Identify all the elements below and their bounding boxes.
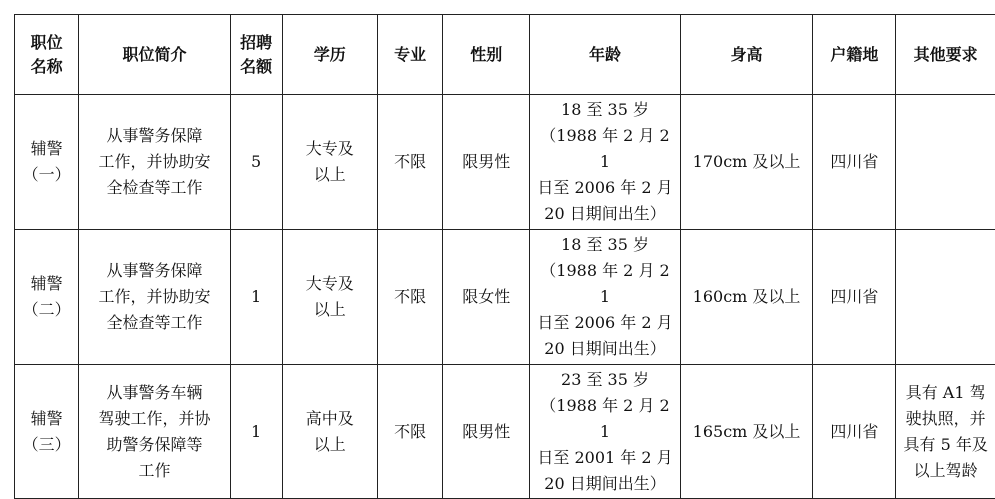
cell-education: 高中及 以上 bbox=[282, 365, 377, 499]
cell-gender: 限男性 bbox=[443, 365, 530, 499]
cell-quota: 1 bbox=[230, 365, 282, 499]
header-position-desc: 职位简介 bbox=[79, 15, 230, 95]
header-position-name: 职位 名称 bbox=[15, 15, 79, 95]
cell-major: 不限 bbox=[377, 230, 442, 365]
cell-age: 23 至 35 岁 （1988 年 2 月 21 日至 2001 年 2 月 20 日期间出生） bbox=[530, 365, 680, 499]
cell-age: 18 至 35 岁 （1988 年 2 月 21 日至 2006 年 2 月 20 日期间出生） bbox=[530, 230, 680, 365]
cell-gender: 限女性 bbox=[443, 230, 530, 365]
header-age: 年龄 bbox=[530, 15, 680, 95]
table-row bbox=[15, 365, 995, 499]
cell-position-name: 辅警 （二） bbox=[15, 230, 79, 365]
header-education: 学历 bbox=[282, 15, 377, 95]
table-row bbox=[15, 95, 995, 230]
cell-position-name: 辅警 （三） bbox=[15, 365, 79, 499]
cell-domicile: 四川省 bbox=[813, 230, 896, 365]
recruitment-table bbox=[14, 14, 995, 499]
cell-major: 不限 bbox=[377, 365, 442, 499]
cell-quota: 1 bbox=[230, 230, 282, 365]
header-height: 身高 bbox=[680, 15, 813, 95]
cell-education: 大专及 以上 bbox=[282, 95, 377, 230]
cell-other bbox=[896, 95, 995, 230]
header-other: 其他要求 bbox=[896, 15, 995, 95]
cell-quota: 5 bbox=[230, 95, 282, 230]
header-quota: 招聘 名额 bbox=[230, 15, 282, 95]
cell-position-name: 辅警 （一） bbox=[15, 95, 79, 230]
cell-other bbox=[896, 230, 995, 365]
cell-major: 不限 bbox=[377, 95, 442, 230]
cell-height: 165cm 及以上 bbox=[680, 365, 813, 499]
header-gender: 性别 bbox=[443, 15, 530, 95]
cell-position-desc: 从事警务车辆 驾驶工作，并协 助警务保障等 工作 bbox=[79, 365, 230, 499]
header-domicile: 户籍地 bbox=[813, 15, 896, 95]
cell-height: 160cm 及以上 bbox=[680, 230, 813, 365]
cell-gender: 限男性 bbox=[443, 95, 530, 230]
cell-education: 大专及 以上 bbox=[282, 230, 377, 365]
header-major: 专业 bbox=[377, 15, 442, 95]
cell-domicile: 四川省 bbox=[813, 365, 896, 499]
cell-domicile: 四川省 bbox=[813, 95, 896, 230]
cell-position-desc: 从事警务保障 工作，并协助安 全检查等工作 bbox=[79, 95, 230, 230]
cell-other: 具有 A1 驾 驶执照，并 具有 5 年及 以上驾龄 bbox=[896, 365, 995, 499]
cell-position-desc: 从事警务保障 工作，并协助安 全检查等工作 bbox=[79, 230, 230, 365]
cell-age: 18 至 35 岁 （1988 年 2 月 21 日至 2006 年 2 月 20 日期间出生） bbox=[530, 95, 680, 230]
table-row bbox=[15, 230, 995, 365]
table-header-row bbox=[15, 15, 995, 95]
cell-height: 170cm 及以上 bbox=[680, 95, 813, 230]
